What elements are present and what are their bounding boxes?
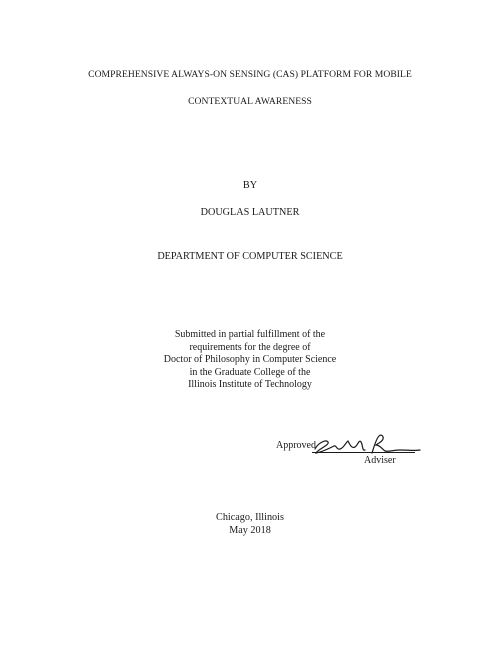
signature-line	[312, 452, 415, 453]
approval-block	[270, 433, 450, 473]
location: Chicago, Illinois	[216, 512, 284, 523]
author-name: DOUGLAS LAUTNER	[200, 207, 300, 218]
submission-line-2: requirements for the degree of	[189, 341, 311, 353]
by-label: BY	[242, 180, 258, 191]
thesis-title-line-1: COMPREHENSIVE ALWAYS-ON SENSING (CAS) PLATFORM FOR MOBILE	[88, 69, 412, 80]
submission-line-5: Illinois Institute of Technology	[188, 379, 312, 391]
thesis-title-line-2: CONTEXTUAL AWARENESS	[188, 96, 312, 107]
adviser-signature	[312, 433, 422, 457]
department-name: DEPARTMENT OF COMPUTER SCIENCE	[157, 251, 343, 262]
submission-line-4: in the Graduate College of the	[189, 366, 311, 378]
submission-line-1: Submitted in partial fulfillment of the	[174, 329, 326, 340]
submission-statement	[0, 329, 500, 392]
adviser-label: Adviser	[364, 455, 396, 466]
approved-label: Approved	[276, 440, 316, 451]
submission-date: May 2018	[229, 525, 271, 536]
submission-line-3: Doctor of Philosophy in Computer Science	[163, 354, 337, 366]
